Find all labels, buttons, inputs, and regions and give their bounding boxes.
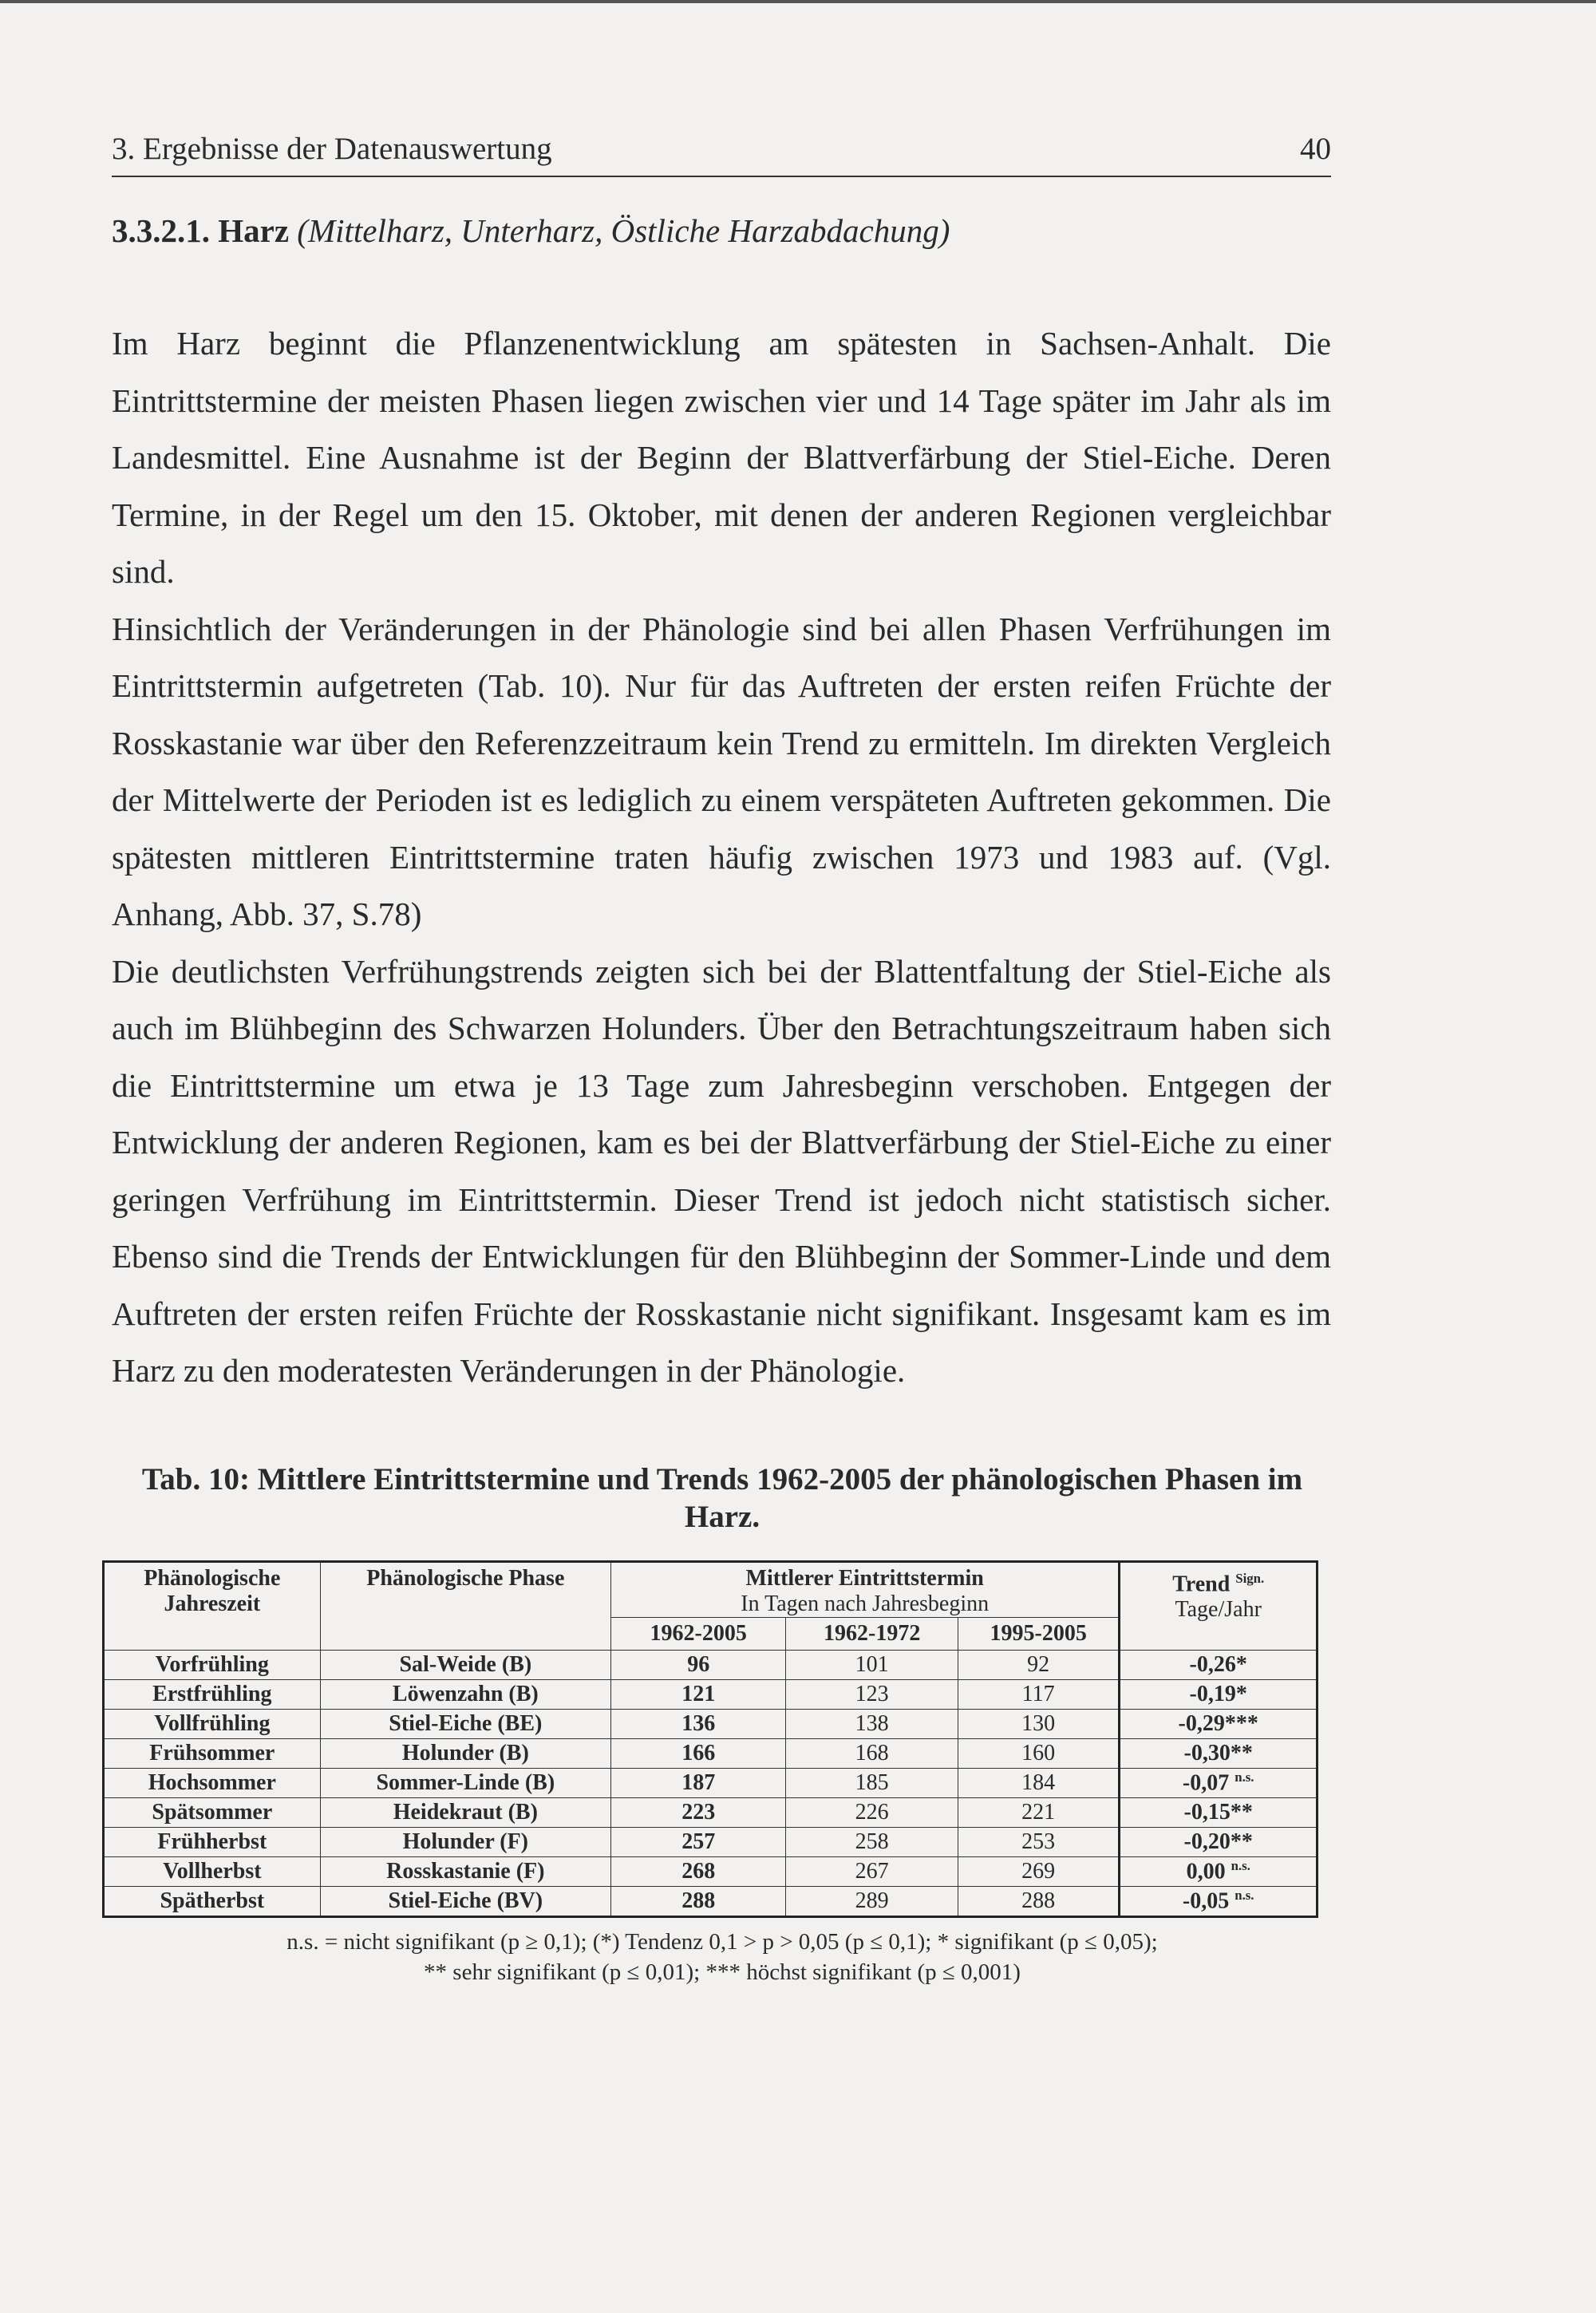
significance-marker: n.s. [1231, 1858, 1250, 1874]
cell-period-3: 92 [958, 1651, 1120, 1680]
cell-phase: Heidekraut (B) [320, 1798, 610, 1828]
table-caption: Tab. 10: Mittlere Eintrittstermine und Trends 1962-2005 der phänologischen Phasen im Harz. [141, 1462, 1303, 1534]
table-row [104, 1710, 1317, 1739]
cell-period-3: 269 [958, 1857, 1120, 1887]
table-header-row [104, 1562, 1317, 1618]
header-trend-sub: Tage/Jahr [1175, 1597, 1262, 1623]
header-trend: Trend $^{Sign.}$ Tage/Jahr [1120, 1562, 1317, 1651]
cell-period-3: 288 [958, 1887, 1120, 1917]
header-period-2: 1962-1972 [786, 1618, 958, 1651]
cell-phase: Stiel-Eiche (BE) [320, 1710, 610, 1739]
cell-period-3: 221 [958, 1798, 1120, 1828]
cell-period-1: 96 [610, 1651, 785, 1680]
cell-period-2: 289 [786, 1887, 958, 1917]
cell-trend: -0,29*** [1120, 1710, 1317, 1739]
header-season: Phänologische Jahreszeit [104, 1562, 321, 1651]
cell-season: Spätherbst [104, 1887, 321, 1917]
section-name: Harz [218, 212, 290, 249]
cell-trend: -0,07 $^{n.s.}$ [1120, 1769, 1317, 1798]
cell-phase: Löwenzahn (B) [320, 1680, 610, 1710]
cell-period-2: 138 [786, 1710, 958, 1739]
cell-season: Vorfrühling [104, 1651, 321, 1680]
table-row [104, 1680, 1317, 1710]
cell-trend: -0,30** [1120, 1739, 1317, 1769]
cell-season: Vollherbst [104, 1857, 321, 1887]
cell-phase: Holunder (F) [320, 1828, 610, 1857]
header-period-1: 1962-2005 [610, 1618, 785, 1651]
cell-trend: -0,05 $^{n.s.}$ [1120, 1887, 1317, 1917]
cell-phase: Sommer-Linde (B) [320, 1769, 610, 1798]
cell-period-1: 257 [610, 1828, 785, 1857]
table-row [104, 1857, 1317, 1887]
cell-phase: Stiel-Eiche (BV) [320, 1887, 610, 1917]
cell-period-2: 123 [786, 1680, 958, 1710]
cell-trend: 0,00 $^{n.s.}$ [1120, 1857, 1317, 1887]
cell-season: Frühsommer [104, 1739, 321, 1769]
section-heading [112, 212, 950, 250]
cell-period-1: 166 [610, 1739, 785, 1769]
cell-season: Frühherbst [104, 1828, 321, 1857]
header-period-3: 1995-2005 [958, 1618, 1120, 1651]
cell-trend: -0,26* [1120, 1651, 1317, 1680]
cell-period-2: 101 [786, 1651, 958, 1680]
cell-phase: Rosskastanie (F) [320, 1857, 610, 1887]
significance-marker: n.s. [1235, 1769, 1254, 1785]
paragraph: Im Harz beginnt die Pflanzenentwicklung am spätesten in Sachsen-Anhalt. Die Eintrittstermine der meisten Phasen liegen zwischen vier und 14 Tage später im Jahr als im Landesmittel. Eine Ausnahme ist der Beginn der Blattverfärbung der Stiel-Eiche. Deren Termine, in der Regel um den 15. Oktober, mit denen der anderen Regionen vergleichbar sind. [112, 325, 1331, 590]
cell-trend: -0,19* [1120, 1680, 1317, 1710]
header-mean: Mittlerer Eintrittstermin In Tagen nach Jahresbeginn [610, 1562, 1119, 1618]
paragraph: Hinsichtlich der Veränderungen in der Phänologie sind bei allen Phasen Verfrühungen im Eintrittstermin aufgetreten (Tab. 10). Nur für das Auftreten der ersten reifen Früchte der Rosskastanie war über den Referenzzeitraum kein Trend zu ermitteln. Im direkten Vergleich der Mittelwerte der Perioden ist es lediglich zu einem verspäteten Auftreten gekommen. Die spätesten mittleren Eintrittstermine traten häufig zwischen 1973 und 1983 auf. (Vgl. Anhang, Abb. 37, S.78) [112, 610, 1331, 932]
paragraph: Die deutlichsten Verfrühungstrends zeigten sich bei der Blattentfaltung der Stiel-Eiche als auch im Blühbeginn des Schwarzen Holunders. Über den Betrachtungszeitraum haben sich die Eintrittstermine um etwa je 13 Tage zum Jahresbeginn verschoben. Entgegen der Entwicklung der anderen Regionen, kam es bei der Blattverfärbung der Stiel-Eiche zu einer geringen Verfrühung im Eintrittstermin. Dieser Trend ist jedoch nicht statistisch sicher. Ebenso sind die Trends der Entwicklungen für den Blühbeginn der Sommer-Linde und dem Auftreten der ersten reifen Früchte der Rosskastanie nicht signifikant. Insgesamt kam es im Harz zu den moderatesten Veränderungen in der Phänologie. [112, 952, 1331, 1389]
cell-period-3: 160 [958, 1739, 1120, 1769]
table-footnote [136, 1927, 1309, 1987]
body-text [112, 315, 1331, 1400]
cell-period-2: 226 [786, 1798, 958, 1828]
table-row [104, 1887, 1317, 1917]
cell-period-3: 184 [958, 1769, 1120, 1798]
top-border [0, 0, 1596, 3]
cell-period-2: 185 [786, 1769, 958, 1798]
table-row [104, 1739, 1317, 1769]
section-number: 3.3.2.1. [112, 212, 210, 249]
cell-season: Vollfrühling [104, 1710, 321, 1739]
cell-period-1: 288 [610, 1887, 785, 1917]
cell-period-1: 187 [610, 1769, 785, 1798]
table-row [104, 1828, 1317, 1857]
cell-period-2: 168 [786, 1739, 958, 1769]
cell-trend: -0,20** [1120, 1828, 1317, 1857]
header-phase: Phänologische Phase [320, 1562, 610, 1651]
chapter-title: 3. Ergebnisse der Datenauswertung [112, 132, 552, 166]
cell-season: Erstfrühling [104, 1680, 321, 1710]
cell-period-1: 136 [610, 1710, 785, 1739]
cell-phase: Holunder (B) [320, 1739, 610, 1769]
cell-trend: -0,15** [1120, 1798, 1317, 1828]
cell-period-1: 121 [610, 1680, 785, 1710]
footnote-line-1: n.s. = nicht signifikant (p ≥ 0,1); (*) Tendenz 0,1 > p > 0,05 (p ≤ 0,1); * signifikant (p ≤ 0,05); [286, 1929, 1158, 1955]
cell-season: Hochsommer [104, 1769, 321, 1798]
cell-period-3: 253 [958, 1828, 1120, 1857]
header-mean-sub: In Tagen nach Jahresbeginn [741, 1591, 990, 1616]
table-row [104, 1798, 1317, 1828]
phenology-table [102, 1560, 1318, 1918]
cell-period-3: 130 [958, 1710, 1120, 1739]
page-number: 40 [1300, 132, 1331, 166]
cell-period-2: 267 [786, 1857, 958, 1887]
footnote-line-2: ** sehr signifikant (p ≤ 0,01); *** höchst signifikant (p ≤ 0,001) [424, 1959, 1021, 1985]
cell-phase: Sal-Weide (B) [320, 1651, 610, 1680]
cell-season: Spätsommer [104, 1798, 321, 1828]
section-subtitle: (Mittelharz, Unterharz, Östliche Harzabdachung) [297, 212, 950, 249]
cell-period-1: 223 [610, 1798, 785, 1828]
significance-marker: n.s. [1235, 1888, 1254, 1904]
table-row [104, 1769, 1317, 1798]
page-header [112, 128, 1331, 177]
cell-period-2: 258 [786, 1828, 958, 1857]
cell-period-1: 268 [610, 1857, 785, 1887]
table-row [104, 1651, 1317, 1680]
cell-period-3: 117 [958, 1680, 1120, 1710]
